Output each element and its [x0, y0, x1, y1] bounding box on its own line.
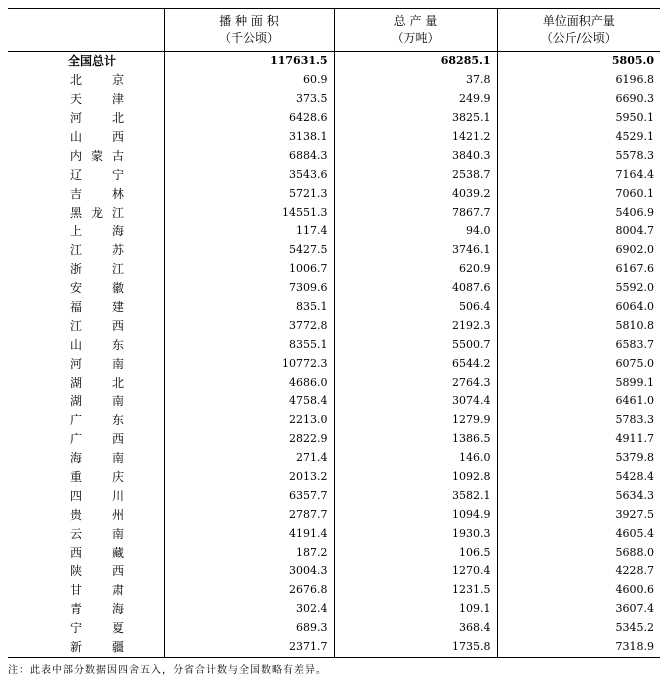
table-row: [8, 638, 660, 657]
sown-area-cell: 2822.9: [164, 430, 334, 449]
total-output-cell: 7867.7: [334, 203, 497, 222]
table-row: [8, 411, 660, 430]
sown-area-cell: 6884.3: [164, 146, 334, 165]
total-output-cell: 37.8: [334, 71, 497, 90]
table-row: [8, 581, 660, 600]
header-yield-per-area-label: 单位面积产量: [542, 14, 615, 28]
sown-area-cell: 373.5: [164, 90, 334, 109]
table-row: [8, 505, 660, 524]
table-row: [8, 71, 660, 90]
region-cell: [8, 354, 164, 373]
yield-cell: 6075.0: [497, 354, 660, 373]
table-row: [8, 128, 660, 147]
region-cell: [8, 335, 164, 354]
sown-area-cell: 4758.4: [164, 392, 334, 411]
header-yield-per-area: [497, 9, 660, 52]
total-output-cell: 1094.9: [334, 505, 497, 524]
yield-cell: 7060.1: [497, 184, 660, 203]
region-name: 山西: [70, 130, 124, 144]
sown-area-cell: 689.3: [164, 619, 334, 638]
header-sown-area: [164, 9, 334, 52]
table-row: [8, 146, 660, 165]
total-output-cell: 109.1: [334, 600, 497, 619]
region-cell: [8, 90, 164, 109]
total-output-cell: 146.0: [334, 449, 497, 468]
region-cell: [8, 165, 164, 184]
total-output-cell: 1270.4: [334, 562, 497, 581]
region-name: 湖南: [70, 394, 124, 409]
table-row: [8, 241, 660, 260]
sown-area-cell: 2676.8: [164, 581, 334, 600]
sown-area-cell: 5427.5: [164, 241, 334, 260]
region-cell: [8, 279, 164, 298]
sown-area-cell: 187.2: [164, 543, 334, 562]
total-output-cell: 1092.8: [334, 468, 497, 487]
table-row: [8, 279, 660, 298]
table-row: [8, 449, 660, 468]
region-name: 天津: [70, 92, 124, 107]
sown-area-cell: 3004.3: [164, 562, 334, 581]
yield-cell: 5345.2: [497, 619, 660, 638]
header-total-output-unit: （万吨）: [391, 31, 440, 45]
table-row: [8, 600, 660, 619]
region-name: 青海: [70, 602, 124, 617]
table-row: [8, 619, 660, 638]
table-row: [8, 203, 660, 222]
region-name: 甘肃: [70, 583, 124, 598]
yield-cell: 6583.7: [497, 335, 660, 354]
region-name: 新疆: [70, 640, 124, 655]
total-output-cell: 1930.3: [334, 524, 497, 543]
yield-cell: 5688.0: [497, 543, 660, 562]
region-cell: [8, 316, 164, 335]
region-cell: [8, 222, 164, 241]
yield-cell: 3607.4: [497, 600, 660, 619]
region-name: 陕西: [70, 564, 124, 579]
region-cell: [8, 543, 164, 562]
yield-cell: 5379.8: [497, 449, 660, 468]
region-cell: [8, 241, 164, 260]
yield-cell: 5810.8: [497, 316, 660, 335]
region-name: 福建: [70, 300, 124, 315]
region-name: 重庆: [70, 470, 124, 485]
yield-cell: 7318.9: [497, 638, 660, 657]
table-footnote: 注：此表中部分数据因四舍五入，分省合计数与全国数略有差异。: [8, 665, 327, 676]
region-name: 西藏: [70, 545, 124, 560]
sown-area-cell: 1006.7: [164, 260, 334, 279]
total-output-cell: 3840.3: [334, 146, 497, 165]
sown-area-cell: 10772.3: [164, 354, 334, 373]
region-name: 上海: [70, 224, 124, 239]
table-row: [8, 298, 660, 317]
sown-area-cell: 302.4: [164, 600, 334, 619]
header-region: [8, 9, 164, 52]
yield-cell: 5899.1: [497, 373, 660, 392]
sown-area-cell: 2787.7: [164, 505, 334, 524]
region-cell: [8, 373, 164, 392]
region-cell: [8, 298, 164, 317]
region-name: 河北: [70, 111, 124, 126]
table-row: [8, 109, 660, 128]
region-name: 贵州: [70, 507, 124, 522]
table-row: [8, 430, 660, 449]
region-cell: [8, 52, 164, 71]
grain-production-table: [8, 8, 660, 658]
yield-cell: 5634.3: [497, 486, 660, 505]
total-output-cell: 1386.5: [334, 430, 497, 449]
region-cell: [8, 581, 164, 600]
national-total-row: [8, 52, 660, 71]
yield-cell: 8004.7: [497, 222, 660, 241]
total-output-cell: 2764.3: [334, 373, 497, 392]
yield-cell: 4911.7: [497, 430, 660, 449]
yield-cell: 6167.6: [497, 260, 660, 279]
total-output-cell: 3825.1: [334, 109, 497, 128]
total-output-cell: 94.0: [334, 222, 497, 241]
sown-area-cell: 60.9: [164, 71, 334, 90]
region-name: 广东: [70, 413, 124, 428]
region-name: 黑龙江: [70, 205, 124, 220]
total-output-cell: 368.4: [334, 619, 497, 638]
region-name: 吉林: [70, 186, 124, 201]
table-row: [8, 222, 660, 241]
total-output-cell: 4039.2: [334, 184, 497, 203]
sown-area-cell: 3138.1: [164, 128, 334, 147]
total-output-cell: 2192.3: [334, 316, 497, 335]
region-cell: [8, 392, 164, 411]
region-cell: [8, 109, 164, 128]
region-name: 江西: [70, 318, 124, 333]
region-name: 四川: [70, 488, 124, 503]
yield-cell: 5428.4: [497, 468, 660, 487]
header-sown-area-unit: （千公顷）: [218, 31, 279, 45]
table-row: [8, 90, 660, 109]
sown-area-cell: 835.1: [164, 298, 334, 317]
table-row: [8, 468, 660, 487]
table-row: [8, 184, 660, 203]
total-output-cell: 106.5: [334, 543, 497, 562]
sown-area-cell: 3772.8: [164, 316, 334, 335]
region-name: 广西: [70, 432, 124, 447]
total-output-cell: 3074.4: [334, 392, 497, 411]
sown-area-cell: 7309.6: [164, 279, 334, 298]
yield-cell: 5805.0: [497, 52, 660, 71]
total-output-cell: 5500.7: [334, 335, 497, 354]
total-output-cell: 3582.1: [334, 486, 497, 505]
region-cell: [8, 449, 164, 468]
region-name: 江苏: [70, 243, 124, 258]
region-cell: [8, 562, 164, 581]
region-cell: [8, 71, 164, 90]
sown-area-cell: 8355.1: [164, 335, 334, 354]
region-cell: [8, 638, 164, 657]
region-name: 辽宁: [70, 167, 124, 182]
region-cell: [8, 203, 164, 222]
region-name: 内蒙古: [70, 148, 124, 163]
sown-area-cell: 271.4: [164, 449, 334, 468]
region-cell: [8, 486, 164, 505]
total-output-cell: 1421.2: [334, 128, 497, 147]
region-cell: [8, 468, 164, 487]
total-output-cell: 620.9: [334, 260, 497, 279]
header-sown-area-label: 播 种 面 积: [219, 14, 279, 28]
table-body: [8, 52, 660, 658]
sown-area-cell: 2213.0: [164, 411, 334, 430]
sown-area-cell: 2013.2: [164, 468, 334, 487]
table-row: [8, 543, 660, 562]
sown-area-cell: 117631.5: [164, 52, 334, 71]
region-name: 湖北: [70, 375, 124, 390]
yield-cell: 6064.0: [497, 298, 660, 317]
sown-area-cell: 6357.7: [164, 486, 334, 505]
region-name: 北京: [70, 73, 124, 88]
total-output-cell: 2538.7: [334, 165, 497, 184]
region-name: 安徽: [70, 281, 124, 296]
table-header-row: [8, 9, 660, 52]
region-name: 山东: [70, 337, 124, 352]
region-cell: [8, 600, 164, 619]
region-name: 海南: [70, 451, 124, 466]
table-row: [8, 562, 660, 581]
region-cell: [8, 524, 164, 543]
yield-cell: 5406.9: [497, 203, 660, 222]
table-row: [8, 260, 660, 279]
header-total-output-label: 总 产 量: [393, 14, 438, 28]
region-cell: [8, 184, 164, 203]
yield-cell: 5578.3: [497, 146, 660, 165]
yield-cell: 4600.6: [497, 581, 660, 600]
header-total-output: [334, 9, 497, 52]
total-output-cell: 4087.6: [334, 279, 497, 298]
total-output-cell: 3746.1: [334, 241, 497, 260]
sown-area-cell: 6428.6: [164, 109, 334, 128]
table-row: [8, 486, 660, 505]
region-cell: [8, 411, 164, 430]
yield-cell: 6461.0: [497, 392, 660, 411]
region-name: 全国总计: [68, 54, 117, 69]
region-name: 河南: [70, 356, 124, 371]
table-row: [8, 524, 660, 543]
table-row: [8, 335, 660, 354]
yield-cell: 3927.5: [497, 505, 660, 524]
total-output-cell: 1279.9: [334, 411, 497, 430]
sown-area-cell: 3543.6: [164, 165, 334, 184]
region-cell: [8, 128, 164, 147]
total-output-cell: 68285.1: [334, 52, 497, 71]
yield-cell: 5950.1: [497, 109, 660, 128]
yield-cell: 6196.8: [497, 71, 660, 90]
region-cell: [8, 430, 164, 449]
region-name: 云南: [70, 526, 124, 541]
total-output-cell: 1735.8: [334, 638, 497, 657]
region-name: 宁夏: [70, 621, 124, 636]
region-cell: [8, 619, 164, 638]
yield-cell: 5783.3: [497, 411, 660, 430]
yield-cell: 6902.0: [497, 241, 660, 260]
table-row: [8, 392, 660, 411]
yield-cell: 4529.1: [497, 128, 660, 147]
sown-area-cell: 117.4: [164, 222, 334, 241]
table-row: [8, 373, 660, 392]
region-cell: [8, 505, 164, 524]
table-row: [8, 165, 660, 184]
total-output-cell: 1231.5: [334, 581, 497, 600]
yield-cell: 7164.4: [497, 165, 660, 184]
region-cell: [8, 146, 164, 165]
sown-area-cell: 2371.7: [164, 638, 334, 657]
yield-cell: 4605.4: [497, 524, 660, 543]
yield-cell: 4228.7: [497, 562, 660, 581]
yield-cell: 5592.0: [497, 279, 660, 298]
sown-area-cell: 14551.3: [164, 203, 334, 222]
region-name: 浙江: [70, 262, 124, 277]
sown-area-cell: 5721.3: [164, 184, 334, 203]
sown-area-cell: 4191.4: [164, 524, 334, 543]
table-row: [8, 354, 660, 373]
total-output-cell: 249.9: [334, 90, 497, 109]
total-output-cell: 506.4: [334, 298, 497, 317]
region-cell: [8, 260, 164, 279]
sown-area-cell: 4686.0: [164, 373, 334, 392]
total-output-cell: 6544.2: [334, 354, 497, 373]
table-row: [8, 316, 660, 335]
header-yield-per-area-unit: （公斤/公顷）: [540, 31, 617, 45]
yield-cell: 6690.3: [497, 90, 660, 109]
